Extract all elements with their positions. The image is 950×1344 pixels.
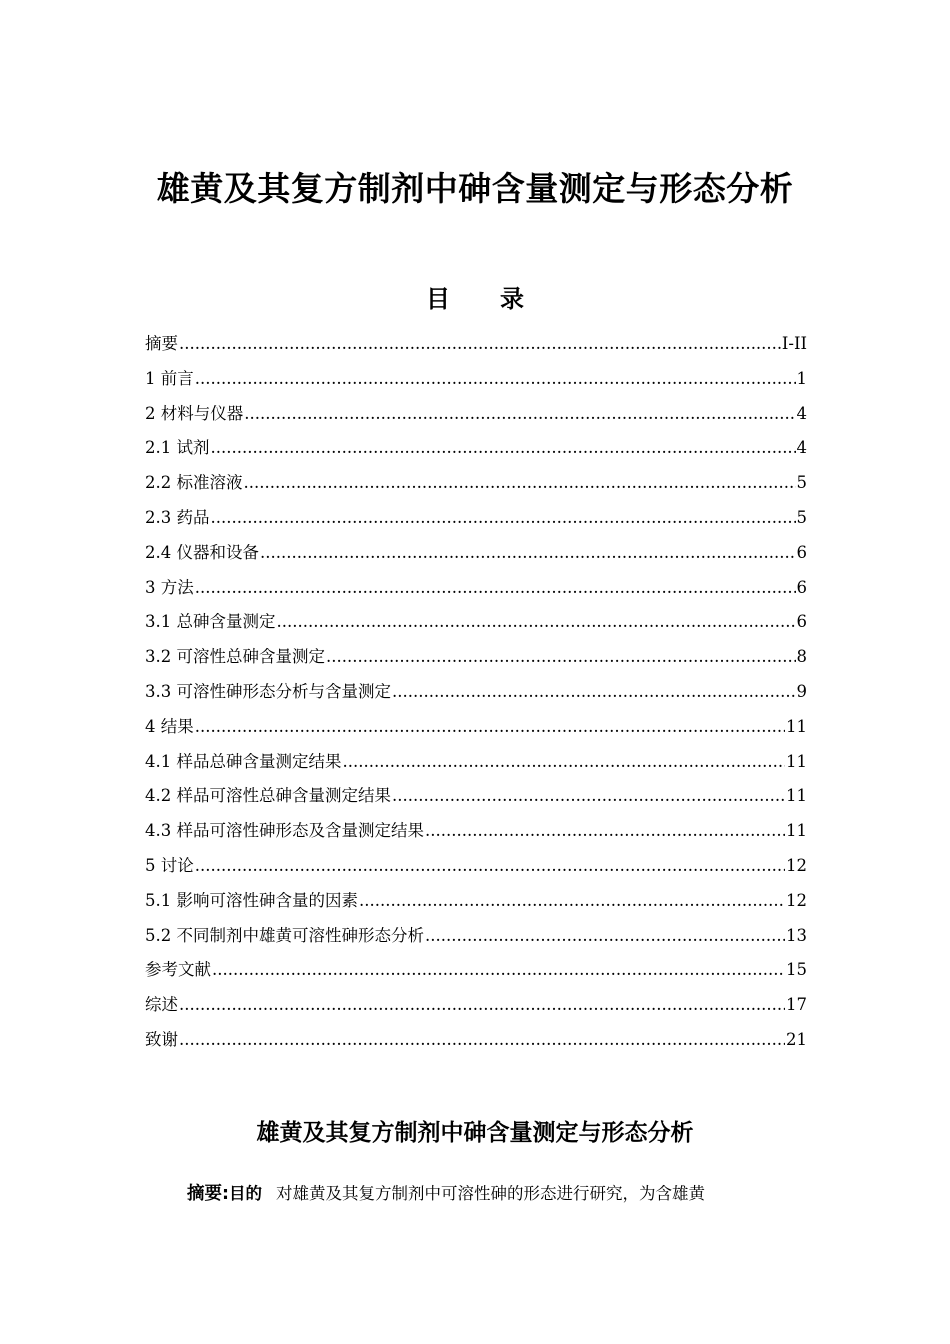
toc-entry-label: 综述 xyxy=(145,995,178,1015)
toc-entry-page: 12 xyxy=(786,890,807,910)
toc-dot-leader xyxy=(179,988,785,1023)
toc-entry-page: 17 xyxy=(786,995,807,1015)
toc-entry-label: 2.1 试剂 xyxy=(145,438,210,458)
toc-entry[interactable] xyxy=(145,849,807,884)
toc-dot-leader xyxy=(244,397,795,432)
toc-entry-label: 2.3 药品 xyxy=(145,507,210,527)
toc-entry-page: 5 xyxy=(796,473,807,493)
toc-entry[interactable] xyxy=(145,640,807,675)
table-of-contents xyxy=(145,327,807,1058)
toc-entry[interactable] xyxy=(145,397,807,432)
toc-entry-page: 6 xyxy=(796,577,807,597)
toc-entry-page: 4 xyxy=(796,438,807,458)
toc-entry[interactable] xyxy=(145,779,807,814)
toc-heading xyxy=(0,282,950,316)
toc-entry[interactable] xyxy=(145,536,807,571)
toc-dot-leader xyxy=(195,571,796,606)
toc-entry[interactable] xyxy=(145,919,807,954)
toc-entry[interactable] xyxy=(145,884,807,919)
toc-entry[interactable] xyxy=(145,327,807,362)
toc-entry[interactable] xyxy=(145,571,807,606)
toc-entry-label: 参考文献 xyxy=(145,960,211,980)
toc-dot-leader xyxy=(179,327,781,362)
toc-entry-page: 15 xyxy=(786,960,807,980)
abstract-text: 对雄黄及其复方制剂中可溶性砷的形态进行研究，为含雄黄 xyxy=(276,1184,705,1203)
toc-heading-right: 录 xyxy=(500,285,524,313)
toc-entry[interactable] xyxy=(145,953,807,988)
toc-dot-leader xyxy=(392,779,785,814)
toc-dot-leader xyxy=(211,501,796,536)
toc-entry-label: 1 前言 xyxy=(145,368,194,388)
toc-entry[interactable] xyxy=(145,814,807,849)
toc-entry-label: 3.3 可溶性砷形态分析与含量测定 xyxy=(145,681,391,701)
toc-entry-label: 4 结果 xyxy=(145,716,194,736)
toc-entry-page: 1 xyxy=(796,368,807,388)
abstract-separator: : xyxy=(222,1184,229,1204)
toc-entry[interactable] xyxy=(145,466,807,501)
toc-entry[interactable] xyxy=(145,745,807,780)
toc-dot-leader xyxy=(359,884,785,919)
toc-dot-leader xyxy=(277,605,796,640)
toc-entry-label: 5 讨论 xyxy=(145,855,194,875)
document-title: 雄黄及其复方制剂中砷含量测定与形态分析 xyxy=(156,169,794,208)
toc-entry-page: 11 xyxy=(786,716,807,736)
abstract-purpose-label: 目的 xyxy=(229,1184,262,1203)
toc-dot-leader xyxy=(425,919,785,954)
toc-entry-page: 11 xyxy=(786,751,807,771)
toc-dot-leader xyxy=(211,431,796,466)
toc-dot-leader xyxy=(195,710,785,745)
toc-entry-label: 2.2 标准溶液 xyxy=(145,473,243,493)
section-title: 雄黄及其复方制剂中砷含量测定与形态分析 xyxy=(256,1120,694,1146)
toc-dot-leader xyxy=(260,536,796,571)
toc-dot-leader xyxy=(179,1023,785,1058)
toc-entry-label: 4.1 样品总砷含量测定结果 xyxy=(145,751,342,771)
toc-entry[interactable] xyxy=(145,501,807,536)
toc-entry[interactable] xyxy=(145,605,807,640)
toc-entry-page: 13 xyxy=(786,925,807,945)
toc-entry-page: 11 xyxy=(786,786,807,806)
toc-entry-label: 2.4 仪器和设备 xyxy=(145,542,259,562)
toc-entry-page: 9 xyxy=(796,681,807,701)
toc-dot-leader xyxy=(212,953,785,988)
abstract-label: 摘要 xyxy=(187,1184,222,1204)
toc-entry-page: 5 xyxy=(796,507,807,527)
toc-entry[interactable] xyxy=(145,988,807,1023)
toc-entry-label: 4.3 样品可溶性砷形态及含量测定结果 xyxy=(145,821,424,841)
toc-entry[interactable] xyxy=(145,1023,807,1058)
toc-dot-leader xyxy=(425,814,785,849)
toc-dot-leader xyxy=(392,675,796,710)
toc-entry-page: 6 xyxy=(796,542,807,562)
toc-entry[interactable] xyxy=(145,675,807,710)
toc-entry-label: 4.2 样品可溶性总砷含量测定结果 xyxy=(145,786,391,806)
toc-dot-leader xyxy=(195,849,785,884)
toc-entry-page: 11 xyxy=(786,821,807,841)
toc-dot-leader xyxy=(343,745,786,780)
toc-dot-leader xyxy=(326,640,796,675)
toc-entry-page: 6 xyxy=(796,612,807,632)
toc-entry-page: 12 xyxy=(786,855,807,875)
toc-entry-label: 3.1 总砷含量测定 xyxy=(145,612,276,632)
toc-entry-label: 摘要 xyxy=(145,334,178,353)
toc-entry-label: 5.1 影响可溶性砷含量的因素 xyxy=(145,890,358,910)
abstract-paragraph xyxy=(187,1178,807,1210)
toc-entry-label: 5.2 不同制剂中雄黄可溶性砷形态分析 xyxy=(145,925,424,945)
toc-entry[interactable] xyxy=(145,362,807,397)
toc-entry-page: 21 xyxy=(786,1029,807,1049)
toc-entry-label: 3 方法 xyxy=(145,577,194,597)
toc-entry-label: 3.2 可溶性总砷含量测定 xyxy=(145,647,325,667)
toc-entry-page: 8 xyxy=(796,647,807,667)
toc-entry-label: 2 材料与仪器 xyxy=(145,403,244,423)
toc-heading-left: 目 xyxy=(426,285,450,313)
toc-dot-leader xyxy=(195,362,796,397)
toc-dot-leader xyxy=(244,466,796,501)
toc-entry[interactable] xyxy=(145,431,807,466)
toc-entry-label: 致谢 xyxy=(145,1029,178,1049)
toc-entry-page: I-II xyxy=(781,334,807,353)
toc-entry[interactable] xyxy=(145,710,807,745)
toc-entry-page: 4 xyxy=(796,403,807,423)
